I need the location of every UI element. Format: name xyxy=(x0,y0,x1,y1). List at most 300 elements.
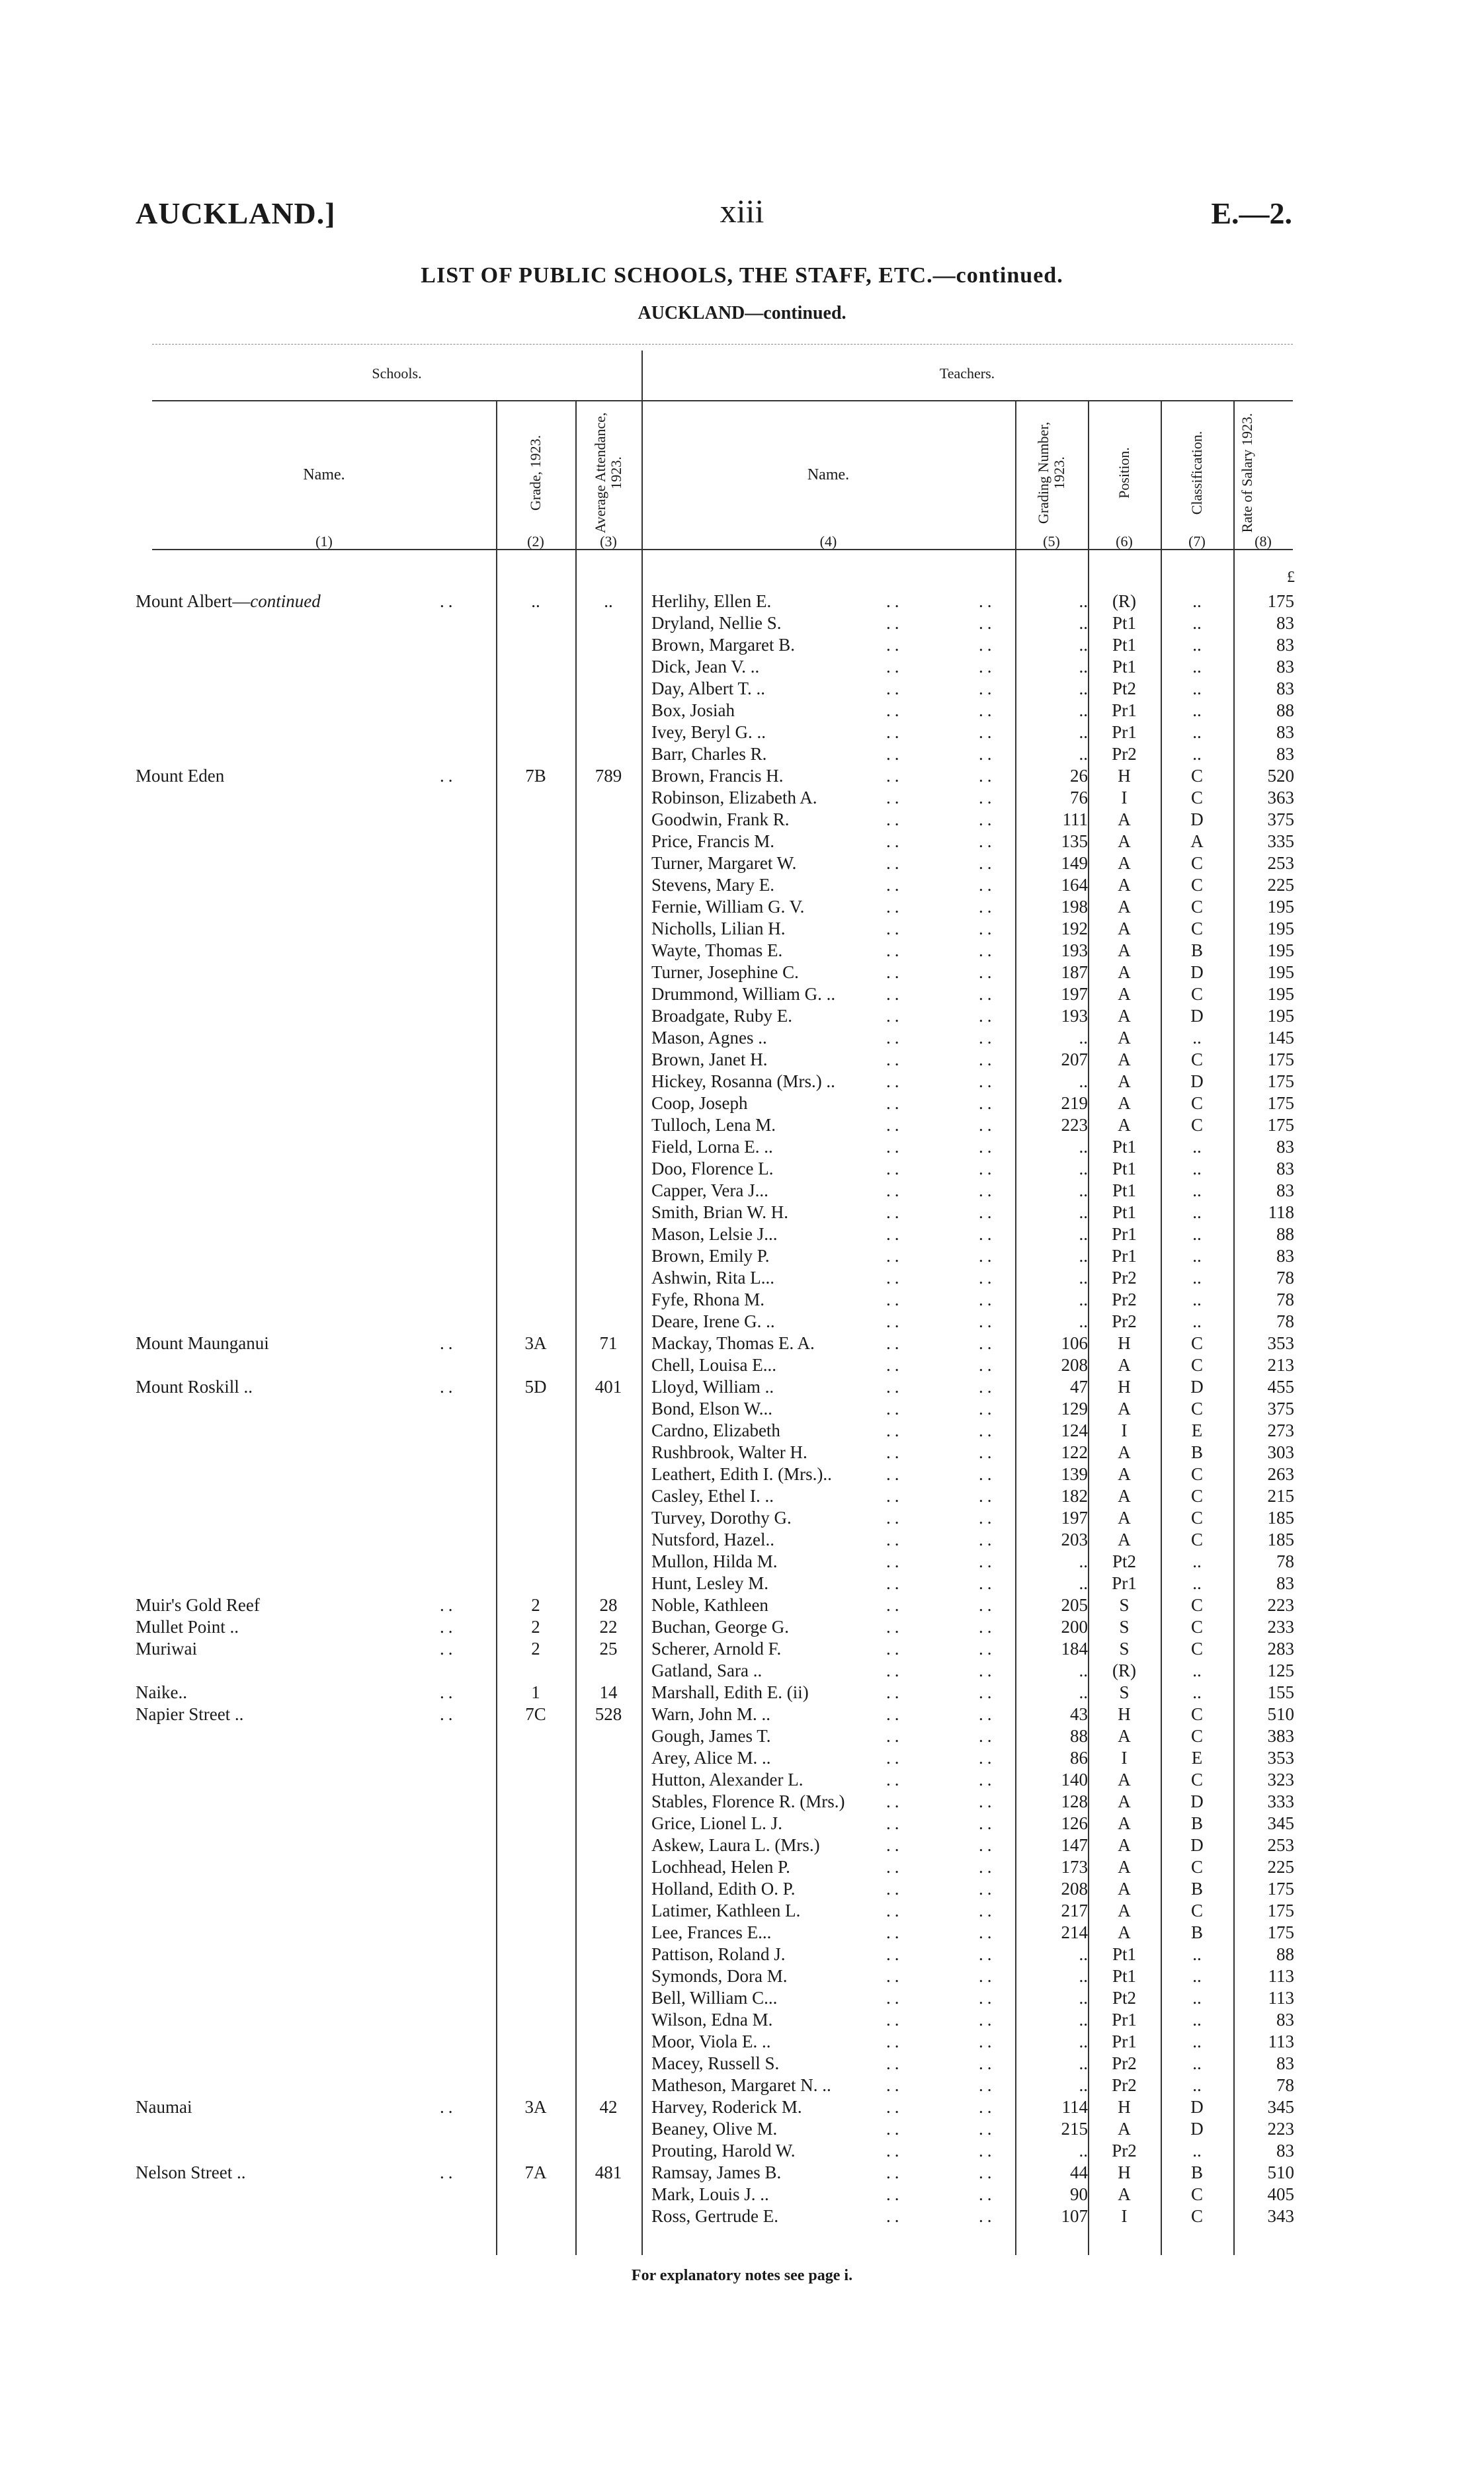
teacher-name: Leathert, Edith I. (Mrs.).. xyxy=(651,1464,832,1484)
school-grade: .. xyxy=(531,591,540,611)
table-row xyxy=(0,721,1484,743)
teacher-name: Mark, Louis J. .. xyxy=(651,2184,769,2204)
salary: 353 xyxy=(1267,1748,1294,1768)
salary: 113 xyxy=(1268,1988,1294,2008)
leader-dots: .. xyxy=(440,1377,457,1397)
salary: 195 xyxy=(1267,897,1294,917)
classification: C xyxy=(1190,1530,1203,1549)
school-grade: 7C xyxy=(525,1704,546,1724)
col-school-name: Name. xyxy=(303,466,345,483)
classification: D xyxy=(1190,1835,1204,1855)
leader-dots: .. xyxy=(979,635,996,655)
leader-dots: .. xyxy=(440,766,457,786)
position: H xyxy=(1118,766,1131,786)
grading-number: 173 xyxy=(1061,1857,1088,1877)
salary: 215 xyxy=(1267,1486,1294,1506)
position: A xyxy=(1118,1530,1131,1549)
grading-number: .. xyxy=(1079,657,1088,677)
classification: D xyxy=(1190,962,1204,982)
table-row xyxy=(0,1398,1484,1420)
table-row xyxy=(0,1049,1484,1071)
classification: B xyxy=(1190,1813,1203,1833)
table-row xyxy=(0,1180,1484,1202)
salary: 185 xyxy=(1267,1530,1294,1549)
teacher-name: Mason, Agnes .. xyxy=(651,1028,767,1048)
teacher-name: Hickey, Rosanna (Mrs.) .. xyxy=(651,1071,835,1091)
leader-dots: .. xyxy=(886,744,903,764)
teacher-name: Coop, Joseph xyxy=(651,1093,748,1113)
grading-number: .. xyxy=(1079,722,1088,742)
leader-dots: .. xyxy=(886,1071,903,1091)
position: Pr2 xyxy=(1112,2053,1137,2073)
classification: .. xyxy=(1192,2032,1202,2051)
salary: 83 xyxy=(1276,2141,1294,2160)
teacher-name: Grice, Lionel L. J. xyxy=(651,1813,782,1833)
salary: 343 xyxy=(1267,2206,1294,2226)
leader-dots: .. xyxy=(886,1137,903,1157)
salary: 118 xyxy=(1268,1202,1294,1222)
teacher-name: Hutton, Alexander L. xyxy=(651,1770,804,1789)
teacher-name: Casley, Ethel I. .. xyxy=(651,1486,774,1506)
classification: C xyxy=(1190,1333,1203,1353)
leader-dots: .. xyxy=(979,1180,996,1200)
teacher-name: Tulloch, Lena M. xyxy=(651,1115,776,1135)
leader-dots: .. xyxy=(886,1770,903,1789)
teacher-name: Arey, Alice M. .. xyxy=(651,1748,771,1768)
leader-dots: .. xyxy=(886,853,903,873)
leader-dots: .. xyxy=(979,1115,996,1135)
leader-dots: .. xyxy=(979,1333,996,1353)
table-row xyxy=(0,1333,1484,1354)
leader-dots: .. xyxy=(979,591,996,611)
salary: 83 xyxy=(1276,613,1294,633)
salary: 113 xyxy=(1268,2032,1294,2051)
table-row xyxy=(0,1573,1484,1594)
grading-number: 86 xyxy=(1070,1748,1088,1768)
salary: 223 xyxy=(1267,1595,1294,1615)
leader-dots: .. xyxy=(979,831,996,851)
grading-number: 197 xyxy=(1061,1508,1088,1528)
leader-dots: .. xyxy=(440,1704,457,1724)
table-row xyxy=(0,2205,1484,2227)
classification: .. xyxy=(1192,1551,1202,1571)
teacher-name: Wilson, Edna M. xyxy=(651,2010,773,2030)
grading-number: 44 xyxy=(1070,2162,1088,2182)
leader-dots: .. xyxy=(886,1028,903,1048)
table-row xyxy=(0,2140,1484,2162)
leader-dots: .. xyxy=(886,2206,903,2226)
school-grade: 2 xyxy=(531,1595,540,1615)
table-row xyxy=(0,743,1484,765)
table-row xyxy=(0,874,1484,896)
leader-dots: .. xyxy=(886,1159,903,1178)
currency-symbol: £ xyxy=(1287,569,1295,586)
school-attendance: 481 xyxy=(595,2162,622,2182)
grading-number: .. xyxy=(1079,1966,1088,1986)
leader-dots: .. xyxy=(979,2010,996,2030)
salary: 175 xyxy=(1267,1901,1294,1920)
salary: 195 xyxy=(1267,940,1294,960)
position: Pr1 xyxy=(1112,1246,1137,1266)
salary: 510 xyxy=(1267,2162,1294,2182)
leader-dots: .. xyxy=(440,1639,457,1659)
salary: 175 xyxy=(1267,1115,1294,1135)
leader-dots: .. xyxy=(979,700,996,720)
grading-number: 147 xyxy=(1061,1835,1088,1855)
grading-number: 193 xyxy=(1061,1006,1088,1026)
table-row xyxy=(0,1660,1484,1682)
leader-dots: .. xyxy=(886,2141,903,2160)
leader-dots: .. xyxy=(979,1791,996,1811)
teacher-name: Turner, Josephine C. xyxy=(651,962,799,982)
salary: 175 xyxy=(1267,591,1294,611)
grading-number: 140 xyxy=(1061,1770,1088,1789)
leader-dots: .. xyxy=(979,2162,996,2182)
teacher-name: Doo, Florence L. xyxy=(651,1159,774,1178)
school-attendance: 25 xyxy=(599,1639,618,1659)
school-attendance: 401 xyxy=(595,1377,622,1397)
classification: C xyxy=(1190,1595,1203,1615)
teacher-name: Turvey, Dorothy G. xyxy=(651,1508,792,1528)
table-row xyxy=(0,1747,1484,1769)
position: H xyxy=(1118,1377,1131,1397)
grading-number: 203 xyxy=(1061,1530,1088,1549)
leader-dots: .. xyxy=(886,1486,903,1506)
salary: 273 xyxy=(1267,1420,1294,1440)
table-row xyxy=(0,1158,1484,1180)
grading-number: .. xyxy=(1079,1311,1088,1331)
table-row xyxy=(0,612,1484,634)
salary: 125 xyxy=(1267,1661,1294,1680)
school-name: Mount Roskill .. xyxy=(136,1377,253,1397)
table-row xyxy=(0,1725,1484,1747)
teacher-name: Lee, Frances E... xyxy=(651,1922,772,1942)
position: A xyxy=(1118,2184,1131,2204)
grading-number: .. xyxy=(1079,1944,1088,1964)
position: A xyxy=(1118,1726,1131,1746)
leader-dots: .. xyxy=(886,1835,903,1855)
school-name: Napier Street .. xyxy=(136,1704,244,1724)
salary: 155 xyxy=(1267,1682,1294,1702)
teacher-name: Mullon, Hilda M. xyxy=(651,1551,778,1571)
leader-dots: .. xyxy=(979,2206,996,2226)
classification: C xyxy=(1190,919,1203,938)
leader-dots: .. xyxy=(886,1202,903,1222)
leader-dots: .. xyxy=(886,1617,903,1637)
classification: C xyxy=(1190,1770,1203,1789)
teacher-name: Ivey, Beryl G. .. xyxy=(651,722,766,742)
table-row xyxy=(0,2075,1484,2096)
teacher-name: Holland, Edith O. P. xyxy=(651,1879,796,1899)
teacher-name: Bell, William C... xyxy=(651,1988,778,2008)
position: S xyxy=(1119,1595,1130,1615)
salary: 88 xyxy=(1276,700,1294,720)
leader-dots: .. xyxy=(979,1290,996,1309)
table-row xyxy=(0,1834,1484,1856)
grading-number: .. xyxy=(1079,1551,1088,1571)
page-subtitle: AUCKLAND—continued. xyxy=(638,303,846,323)
salary: 175 xyxy=(1267,1879,1294,1899)
leader-dots: .. xyxy=(886,2119,903,2139)
school-grade: 1 xyxy=(531,1682,540,1702)
leader-dots: .. xyxy=(979,1268,996,1288)
leader-dots: .. xyxy=(440,1595,457,1615)
salary: 83 xyxy=(1276,1573,1294,1593)
col-teacher-name: Name. xyxy=(807,466,850,483)
leader-dots: .. xyxy=(979,1137,996,1157)
classification: .. xyxy=(1192,635,1202,655)
table-row xyxy=(0,1638,1484,1660)
table-row xyxy=(0,1856,1484,1878)
position: I xyxy=(1121,1420,1128,1440)
position: Pt1 xyxy=(1112,1159,1137,1178)
classification: .. xyxy=(1192,1944,1202,1964)
salary: 83 xyxy=(1276,1246,1294,1266)
classification: .. xyxy=(1192,2141,1202,2160)
leader-dots: .. xyxy=(886,1791,903,1811)
grading-number: 192 xyxy=(1061,919,1088,938)
grading-number: 129 xyxy=(1061,1399,1088,1419)
leader-dots: .. xyxy=(979,984,996,1004)
leader-dots: .. xyxy=(979,1377,996,1397)
classification: D xyxy=(1190,2097,1204,2117)
group-rule xyxy=(152,400,1293,401)
salary: 225 xyxy=(1267,875,1294,895)
salary: 455 xyxy=(1267,1377,1294,1397)
classification: B xyxy=(1190,2162,1203,2182)
leader-dots: .. xyxy=(979,2032,996,2051)
leader-dots: .. xyxy=(886,1420,903,1440)
salary: 145 xyxy=(1267,1028,1294,1048)
grading-number: .. xyxy=(1079,2053,1088,2073)
grading-number: 182 xyxy=(1061,1486,1088,1506)
teacher-name: Wayte, Thomas E. xyxy=(651,940,783,960)
salary: 283 xyxy=(1267,1639,1294,1659)
col-number-8: (8) xyxy=(1255,533,1272,550)
leader-dots: .. xyxy=(979,1595,996,1615)
leader-dots: .. xyxy=(979,1551,996,1571)
grading-number: 193 xyxy=(1061,940,1088,960)
salary: 510 xyxy=(1267,1704,1294,1724)
grading-number: .. xyxy=(1079,1268,1088,1288)
leader-dots: .. xyxy=(979,962,996,982)
leader-dots: .. xyxy=(886,897,903,917)
table-row xyxy=(0,1071,1484,1092)
position: A xyxy=(1118,1857,1131,1877)
classification: C xyxy=(1190,1486,1203,1506)
position: A xyxy=(1118,1922,1131,1942)
leader-dots: .. xyxy=(979,1879,996,1899)
salary: 375 xyxy=(1267,1399,1294,1419)
school-attendance: 789 xyxy=(595,766,622,786)
salary: 175 xyxy=(1267,1093,1294,1113)
position: A xyxy=(1118,1049,1131,1069)
school-name: Mount Maunganui xyxy=(136,1333,269,1353)
classification: .. xyxy=(1192,1573,1202,1593)
school-attendance: 42 xyxy=(599,2097,618,2117)
position: A xyxy=(1118,831,1131,851)
table-row xyxy=(0,1223,1484,1245)
position: S xyxy=(1119,1682,1130,1702)
col-number-1: (1) xyxy=(315,533,333,550)
salary: 83 xyxy=(1276,1180,1294,1200)
grading-number: 126 xyxy=(1061,1813,1088,1833)
teacher-name: Dryland, Nellie S. xyxy=(651,613,782,633)
classification: C xyxy=(1190,1049,1203,1069)
teacher-name: Symonds, Dora M. xyxy=(651,1966,788,1986)
leader-dots: .. xyxy=(886,1944,903,1964)
position: Pr1 xyxy=(1112,700,1137,720)
running-header-right: E.—2. xyxy=(1211,196,1292,230)
school-grade: 3A xyxy=(524,2097,547,2117)
salary: 83 xyxy=(1276,679,1294,698)
table-row xyxy=(0,1354,1484,1376)
position: Pt1 xyxy=(1112,613,1137,633)
teacher-name: Herlihy, Ellen E. xyxy=(651,591,772,611)
school-attendance: .. xyxy=(604,591,613,611)
salary: 83 xyxy=(1276,1137,1294,1157)
school-name: Mount Eden xyxy=(136,766,225,786)
position: Pr1 xyxy=(1112,2010,1137,2030)
position: Pt2 xyxy=(1112,1988,1137,2008)
teacher-name: Dick, Jean V. .. xyxy=(651,657,760,677)
salary: 405 xyxy=(1267,2184,1294,2204)
leader-dots: .. xyxy=(979,1442,996,1462)
salary: 88 xyxy=(1276,1224,1294,1244)
teacher-name: Gatland, Sara .. xyxy=(651,1661,763,1680)
teacher-name: Hunt, Lesley M. xyxy=(651,1573,768,1593)
classification: .. xyxy=(1192,700,1202,720)
classification: .. xyxy=(1192,1137,1202,1157)
leader-dots: .. xyxy=(979,1944,996,1964)
classification: D xyxy=(1190,1006,1204,1026)
leader-dots: .. xyxy=(979,1748,996,1768)
position: (R) xyxy=(1112,591,1136,611)
school-name: Mount Albert—continued xyxy=(136,591,321,611)
teacher-name: Barr, Charles R. xyxy=(651,744,767,764)
classification: .. xyxy=(1192,1028,1202,1048)
teacher-name: Smith, Brian W. H. xyxy=(651,1202,789,1222)
salary: 225 xyxy=(1267,1857,1294,1877)
table-row xyxy=(0,1965,1484,1987)
grading-number: .. xyxy=(1079,1071,1088,1091)
classification: D xyxy=(1190,1377,1204,1397)
salary: 375 xyxy=(1267,809,1294,829)
grading-number: 205 xyxy=(1061,1595,1088,1615)
school-grade: 7A xyxy=(524,2162,547,2182)
teacher-name: Matheson, Margaret N. .. xyxy=(651,2075,831,2095)
position: Pr2 xyxy=(1112,744,1137,764)
table-row xyxy=(0,1987,1484,2009)
leader-dots: .. xyxy=(979,2097,996,2117)
table-row xyxy=(0,678,1484,700)
teacher-name: Nicholls, Lilian H. xyxy=(651,919,786,938)
grading-number: .. xyxy=(1079,2075,1088,2095)
table-row xyxy=(0,1704,1484,1725)
salary: 195 xyxy=(1267,1006,1294,1026)
leader-dots: .. xyxy=(886,1551,903,1571)
leader-dots: .. xyxy=(979,1617,996,1637)
leader-dots: .. xyxy=(979,788,996,807)
teacher-name: Fernie, William G. V. xyxy=(651,897,805,917)
salary: 253 xyxy=(1267,853,1294,873)
position: Pr2 xyxy=(1112,2075,1137,2095)
leader-dots: .. xyxy=(979,1071,996,1091)
grading-number: 207 xyxy=(1061,1049,1088,1069)
teacher-name: Day, Albert T. .. xyxy=(651,679,765,698)
grading-number: .. xyxy=(1079,1028,1088,1048)
grading-number: 149 xyxy=(1061,853,1088,873)
teacher-name: Deare, Irene G. .. xyxy=(651,1311,775,1331)
teacher-name: Moor, Viola E. .. xyxy=(651,2032,771,2051)
col-salary: Rate of Salary 1923. xyxy=(1239,413,1255,533)
leader-dots: .. xyxy=(979,1704,996,1724)
school-attendance: 71 xyxy=(599,1333,618,1353)
table-row xyxy=(0,1900,1484,1922)
leader-dots: .. xyxy=(886,1573,903,1593)
grading-number: 114 xyxy=(1061,2097,1088,2117)
classification: C xyxy=(1190,853,1203,873)
teacher-name: Ramsay, James B. xyxy=(651,2162,782,2182)
position: Pt1 xyxy=(1112,635,1137,655)
position: Pt2 xyxy=(1112,1551,1137,1571)
leader-dots: .. xyxy=(886,875,903,895)
leader-dots: .. xyxy=(886,1988,903,2008)
classification: .. xyxy=(1192,2053,1202,2073)
table-row xyxy=(0,2184,1484,2205)
position: A xyxy=(1118,875,1131,895)
position: A xyxy=(1118,809,1131,829)
grading-number: 128 xyxy=(1061,1791,1088,1811)
leader-dots: .. xyxy=(886,1726,903,1746)
leader-dots: .. xyxy=(979,1682,996,1702)
classification: D xyxy=(1190,1791,1204,1811)
salary: 83 xyxy=(1276,1159,1294,1178)
table-row xyxy=(0,2162,1484,2184)
position: Pt1 xyxy=(1112,1137,1137,1157)
teacher-name: Price, Francis M. xyxy=(651,831,774,851)
classification: .. xyxy=(1192,657,1202,677)
classification: C xyxy=(1190,1115,1203,1135)
leader-dots: .. xyxy=(979,1966,996,1986)
salary: 83 xyxy=(1276,635,1294,655)
grading-number: 214 xyxy=(1061,1922,1088,1942)
teacher-name: Ashwin, Rita L... xyxy=(651,1268,774,1288)
classification: .. xyxy=(1192,591,1202,611)
leader-dots: .. xyxy=(440,1333,457,1353)
leader-dots: .. xyxy=(886,1442,903,1462)
grading-number: .. xyxy=(1079,1988,1088,2008)
table-row xyxy=(0,809,1484,831)
position: A xyxy=(1118,1442,1131,1462)
leader-dots: .. xyxy=(886,1246,903,1266)
salary: 383 xyxy=(1267,1726,1294,1746)
position: A xyxy=(1118,1355,1131,1375)
position: A xyxy=(1118,1835,1131,1855)
salary: 83 xyxy=(1276,2053,1294,2073)
col-number-6: (6) xyxy=(1116,533,1133,550)
teacher-name: Warn, John M. .. xyxy=(651,1704,771,1724)
leader-dots: .. xyxy=(886,1180,903,1200)
grading-number: .. xyxy=(1079,1180,1088,1200)
classification: .. xyxy=(1192,1311,1202,1331)
teacher-name: Field, Lorna E. .. xyxy=(651,1137,773,1157)
salary: 83 xyxy=(1276,744,1294,764)
leader-dots: .. xyxy=(979,1857,996,1877)
school-name: Mullet Point .. xyxy=(136,1617,239,1637)
teacher-name: Brown, Emily P. xyxy=(651,1246,770,1266)
leader-dots: .. xyxy=(979,1508,996,1528)
